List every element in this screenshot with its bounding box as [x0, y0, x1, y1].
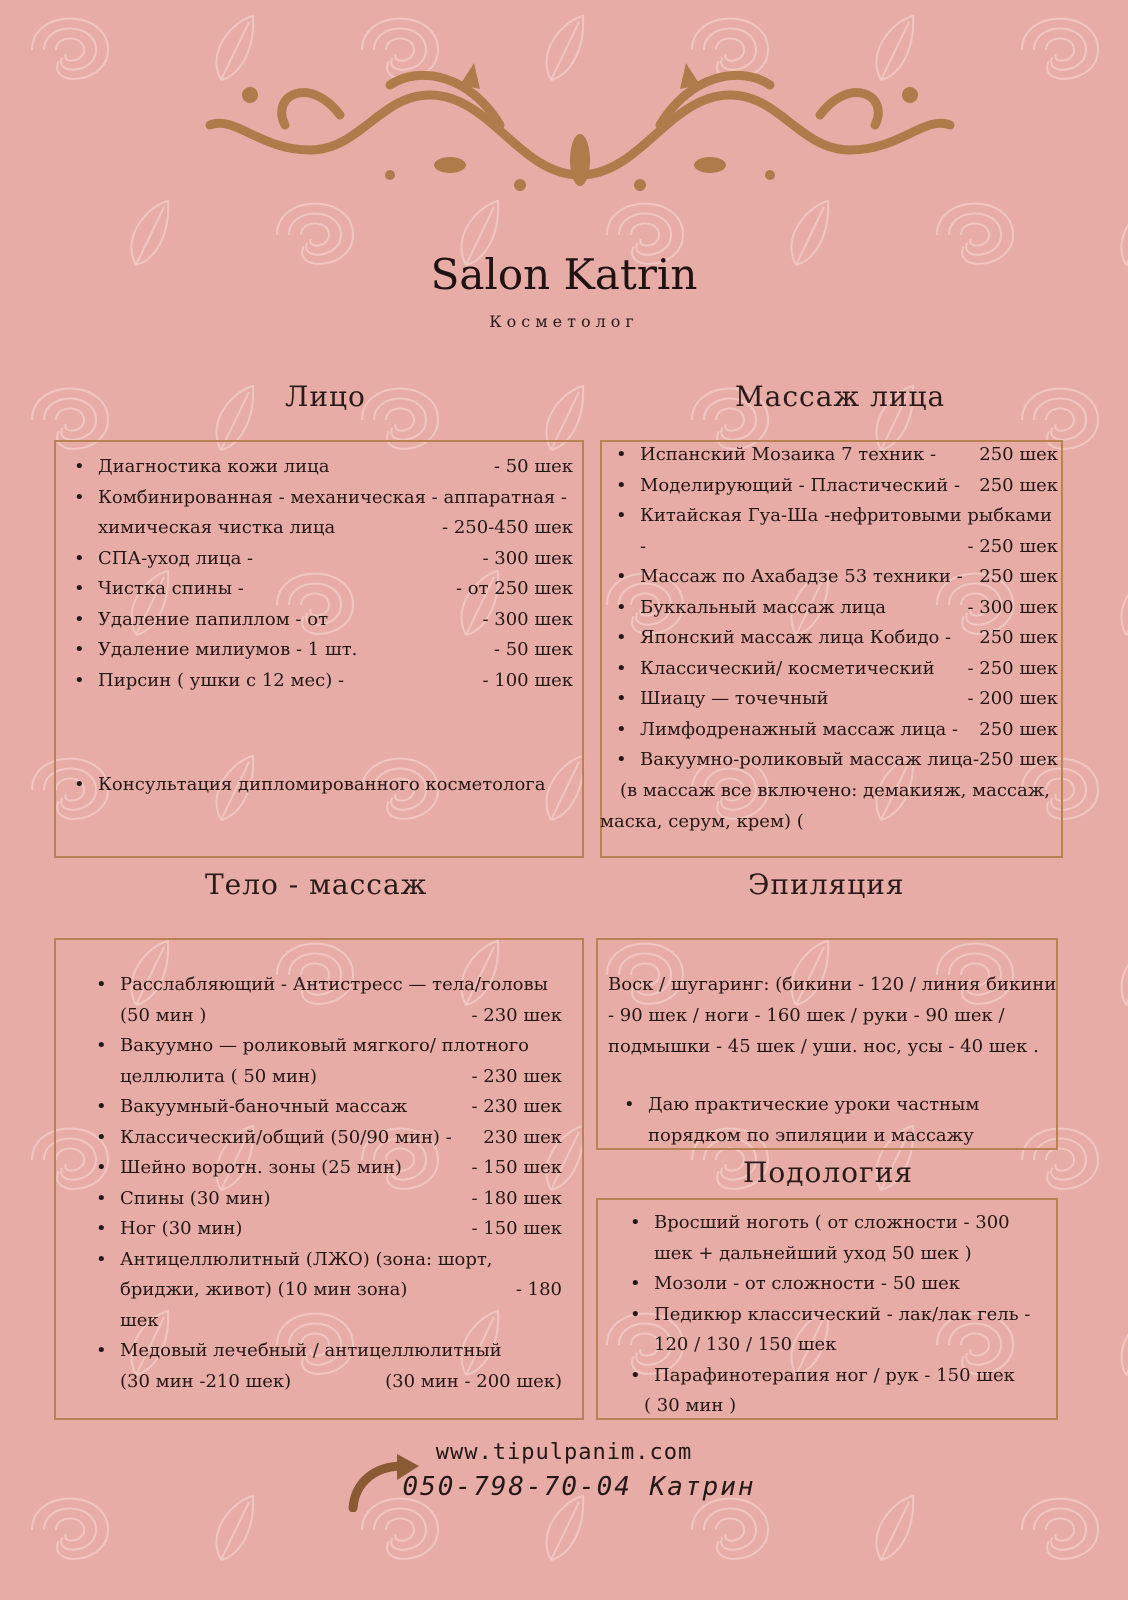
service-name: Буккальный массаж лица	[640, 596, 886, 618]
service-price: - 230 шек	[471, 1065, 562, 1087]
leaf-icon	[876, 1496, 913, 1560]
service-name: Классический/ косметический	[640, 657, 935, 679]
podology-line: Педикюр классический - лак/лак гель -	[654, 1303, 1031, 1325]
bullet-icon: •	[74, 639, 85, 660]
service-name: Вакуумный-баночный массаж	[120, 1096, 408, 1117]
bullet-icon: •	[96, 1157, 107, 1178]
leaf-icon	[216, 1496, 253, 1560]
service-name: Расслабляющий - Антистресс — тела/головы	[120, 974, 548, 995]
bullet-icon: •	[616, 505, 627, 526]
list-item	[630, 1208, 1054, 1239]
service-price: - 250-450 шек	[442, 517, 573, 538]
list-item	[120, 1275, 562, 1306]
consult-list	[74, 770, 573, 801]
bullet-icon: •	[74, 486, 85, 508]
floral-ornament-icon	[190, 55, 970, 195]
service-name: Удаление папиллом - от	[98, 608, 329, 630]
service-name: Диагностика кожи лица	[98, 456, 330, 477]
epilation-text-2: - 90 шек / ноги - 160 шек / руки - 90 шек /	[608, 1005, 1005, 1026]
bullet-icon: •	[616, 688, 627, 709]
podology-list	[630, 1208, 1054, 1422]
list-item	[96, 1153, 562, 1184]
service-price: - 250 шек	[967, 535, 1058, 557]
service-name: Медовый лечебный / антицеллюлитный	[120, 1340, 502, 1361]
bullet-icon: •	[616, 657, 627, 679]
service-name: шек	[120, 1309, 159, 1331]
rose-icon	[32, 1499, 108, 1559]
website-link[interactable]: www.tipulpanim.com	[435, 1440, 693, 1465]
page-title: Salon Katrin	[430, 250, 698, 299]
service-name: (50 мин )	[120, 1004, 207, 1026]
service-price: - 180	[515, 1279, 562, 1300]
bullet-icon: •	[630, 1212, 641, 1233]
bullet-icon: •	[96, 1035, 107, 1056]
bullet-icon: •	[74, 547, 85, 569]
service-price: 250 шек	[979, 749, 1058, 770]
service-name: Вакуумно — роликовый мягкого/ плотного	[120, 1035, 529, 1056]
bullet-icon: •	[616, 474, 627, 496]
service-price: - 50 шек	[493, 639, 573, 660]
rose-icon	[692, 1499, 768, 1559]
leaf-icon	[1121, 941, 1128, 1005]
service-name: Ног (30 мин)	[120, 1218, 243, 1239]
bullet-icon: •	[96, 1218, 107, 1239]
podology-box	[596, 1198, 1058, 1420]
list-item	[616, 745, 1058, 776]
service-name: (30 мин -210 шек)	[120, 1370, 292, 1392]
leaf-icon	[1121, 571, 1128, 635]
list-item	[616, 715, 1058, 746]
list-item	[616, 684, 1058, 715]
lesson-text-2: порядком по эпиляции и массажу	[648, 1124, 974, 1146]
list-item	[616, 440, 1058, 471]
service-price: - 300 шек	[482, 608, 573, 630]
epilation-text-1: Воск / шугаринг: (бикини - 120 / линия бикини	[608, 974, 1057, 995]
service-price: 250 шек	[979, 474, 1058, 496]
list-item	[120, 1062, 562, 1093]
list-item	[74, 574, 573, 605]
service-name: Китайская Гуа-Ша -нефритовыми рыбками	[640, 505, 1053, 526]
list-item	[96, 1184, 562, 1215]
face-services-box	[54, 440, 584, 858]
page-subtitle: Косметолог	[489, 312, 639, 331]
service-name: Вакуумно-роликовый массаж лица-	[640, 749, 980, 770]
rose-icon	[32, 19, 108, 79]
rose-icon	[1022, 1499, 1098, 1559]
service-name: Шиацу — точечный	[640, 688, 829, 709]
service-price: - 230 шек	[471, 1004, 562, 1026]
epilation-lessons-list	[624, 1090, 1048, 1151]
face-services-list	[74, 452, 573, 696]
section-title-body-massage: Тело - массаж	[205, 868, 428, 901]
list-item	[616, 562, 1058, 593]
list-item	[98, 513, 573, 544]
face-massage-box	[600, 440, 1063, 858]
list-item	[96, 1092, 562, 1123]
bullet-icon: •	[616, 718, 627, 740]
service-price: - 100 шек	[482, 669, 573, 691]
bullet-icon: •	[616, 444, 627, 465]
bullet-icon: •	[74, 669, 85, 691]
list-item	[616, 623, 1058, 654]
service-name: химическая чистка лица	[98, 517, 336, 538]
bullet-icon: •	[74, 456, 85, 477]
list-item	[96, 1245, 562, 1276]
bullet-icon: •	[630, 1364, 641, 1386]
service-name: -	[640, 535, 647, 557]
lesson-text-1: Даю практические уроки частным	[648, 1094, 980, 1115]
bullet-icon: •	[74, 578, 85, 599]
service-name: Массаж по Ахабадзе 53 техники -	[640, 566, 963, 587]
podology-line: Мозоли - от сложности - 50 шек	[654, 1273, 960, 1294]
face-massage-list	[616, 440, 1058, 776]
bullet-icon: •	[96, 1340, 107, 1361]
section-title-epilation: Эпиляция	[748, 868, 905, 901]
list-item	[120, 1306, 562, 1337]
section-title-face: Лицо	[285, 380, 366, 413]
list-item	[640, 532, 1058, 563]
rose-icon	[1022, 19, 1098, 79]
service-price: - 230 шек	[471, 1096, 562, 1117]
service-price: - 300 шек	[482, 547, 573, 569]
list-item	[630, 1269, 1054, 1300]
phone-number[interactable]: 050-798-70-04 Катрин	[402, 1472, 756, 1502]
service-name: Антицеллюлитный (ЛЖО) (зона: шорт,	[120, 1248, 493, 1270]
service-price: - 200 шек	[967, 688, 1058, 709]
podology-line: Парафинотерапия ног / рук - 150 шек	[654, 1364, 1015, 1386]
list-item	[74, 452, 573, 483]
bullet-icon: •	[96, 1248, 107, 1270]
list-item	[74, 544, 573, 575]
consult-text: Консультация дипломированного косметолога	[98, 774, 546, 795]
list-item	[96, 970, 562, 1001]
service-price: 230 шек	[483, 1126, 562, 1148]
epilation-box	[596, 938, 1058, 1150]
list-item	[630, 1361, 1054, 1392]
service-name: Классический/общий (50/90 мин) -	[120, 1126, 452, 1148]
podology-line: Вросший ноготь ( от сложности - 300	[654, 1212, 1010, 1233]
bullet-icon: •	[96, 1187, 107, 1209]
list-item: • Консультация дипломированного косметолога	[74, 774, 546, 795]
service-name: Моделирующий - Пластический -	[640, 474, 961, 496]
podology-line: 120 / 130 / 150 шек	[654, 1334, 837, 1355]
epilation-text-3: подмышки - 45 шек / уши. нос, усы - 40 шек .	[608, 1036, 1039, 1057]
list-item	[644, 1391, 1054, 1422]
service-name: Пирсин ( ушки с 12 мес) -	[98, 669, 345, 691]
list-item	[630, 1300, 1054, 1331]
service-name: Лимфодренажный массаж лица -	[640, 718, 958, 740]
service-price: - 250 шек	[967, 657, 1058, 679]
section-title-face-massage: Массаж лица	[735, 380, 946, 413]
body-massage-list	[96, 970, 562, 1397]
service-price: - 180 шек	[471, 1187, 562, 1209]
service-name: СПА-уход лица -	[98, 547, 254, 569]
service-name: Комбинированная - механическая - аппаратная -	[98, 486, 568, 508]
list-item	[616, 471, 1058, 502]
leaf-icon	[1121, 1311, 1128, 1375]
bullet-icon: •	[96, 974, 107, 995]
bullet-icon: •	[74, 608, 85, 630]
face-massage-note-2: маска, серум, крем) (	[600, 811, 804, 832]
service-price: (30 мин - 200 шек)	[385, 1370, 562, 1392]
face-massage-note-1: (в массаж все включено: демакияж, массаж,	[620, 780, 1051, 801]
service-name: Испанский Мозаика 7 техник -	[640, 444, 937, 465]
list-item	[96, 1214, 562, 1245]
podology-line: ( 30 мин )	[644, 1395, 737, 1416]
service-price: - 150 шек	[471, 1157, 562, 1178]
service-price: - от 250 шек	[455, 578, 573, 599]
service-price: - 50 шек	[493, 456, 573, 477]
bullet-icon: •	[616, 749, 627, 770]
list-item	[648, 1121, 1048, 1152]
list-item	[654, 1330, 1054, 1361]
list-item	[96, 1031, 562, 1062]
service-name: бриджи, живот) (10 мин зона)	[120, 1279, 408, 1300]
list-item: • Даю практические уроки частным	[624, 1094, 980, 1115]
list-item	[654, 1239, 1054, 1270]
bullet-icon: •	[630, 1273, 641, 1294]
service-price: 250 шек	[979, 444, 1058, 465]
section-title-podology: Подология	[743, 1156, 914, 1189]
list-item	[74, 666, 573, 697]
leaf-icon	[546, 1496, 583, 1560]
service-price: 250 шек	[979, 566, 1058, 587]
bullet-icon: •	[96, 1096, 107, 1117]
bullet-icon: •	[630, 1303, 641, 1325]
service-name: Удаление милиумов - 1 шт.	[98, 639, 358, 660]
list-item	[120, 1367, 562, 1398]
list-item	[120, 1001, 562, 1032]
list-item	[616, 593, 1058, 624]
list-item	[74, 483, 573, 514]
podology-line: шек + дальнейший уход 50 шек )	[654, 1242, 972, 1264]
service-name: Шейно воротн. зоны (25 мин)	[120, 1157, 402, 1178]
bullet-icon: •	[616, 566, 627, 587]
list-item	[74, 635, 573, 666]
list-item	[616, 501, 1058, 532]
service-name: Спины (30 мин)	[120, 1187, 271, 1209]
list-item	[616, 654, 1058, 685]
service-name: Японский массаж лица Кобидо -	[640, 627, 952, 648]
list-item	[96, 1123, 562, 1154]
body-massage-box	[54, 938, 584, 1420]
service-name: Чистка спины -	[98, 578, 244, 599]
service-price: 250 шек	[979, 627, 1058, 648]
service-name: целлюлита ( 50 мин)	[120, 1065, 317, 1087]
bullet-icon: •	[96, 1126, 107, 1148]
service-price: 250 шек	[979, 718, 1058, 740]
list-item	[96, 1336, 562, 1367]
service-price: - 150 шек	[471, 1218, 562, 1239]
service-price: - 300 шек	[967, 596, 1058, 618]
bullet-icon: •	[616, 596, 627, 618]
bullet-icon: •	[616, 627, 627, 648]
list-item	[74, 605, 573, 636]
